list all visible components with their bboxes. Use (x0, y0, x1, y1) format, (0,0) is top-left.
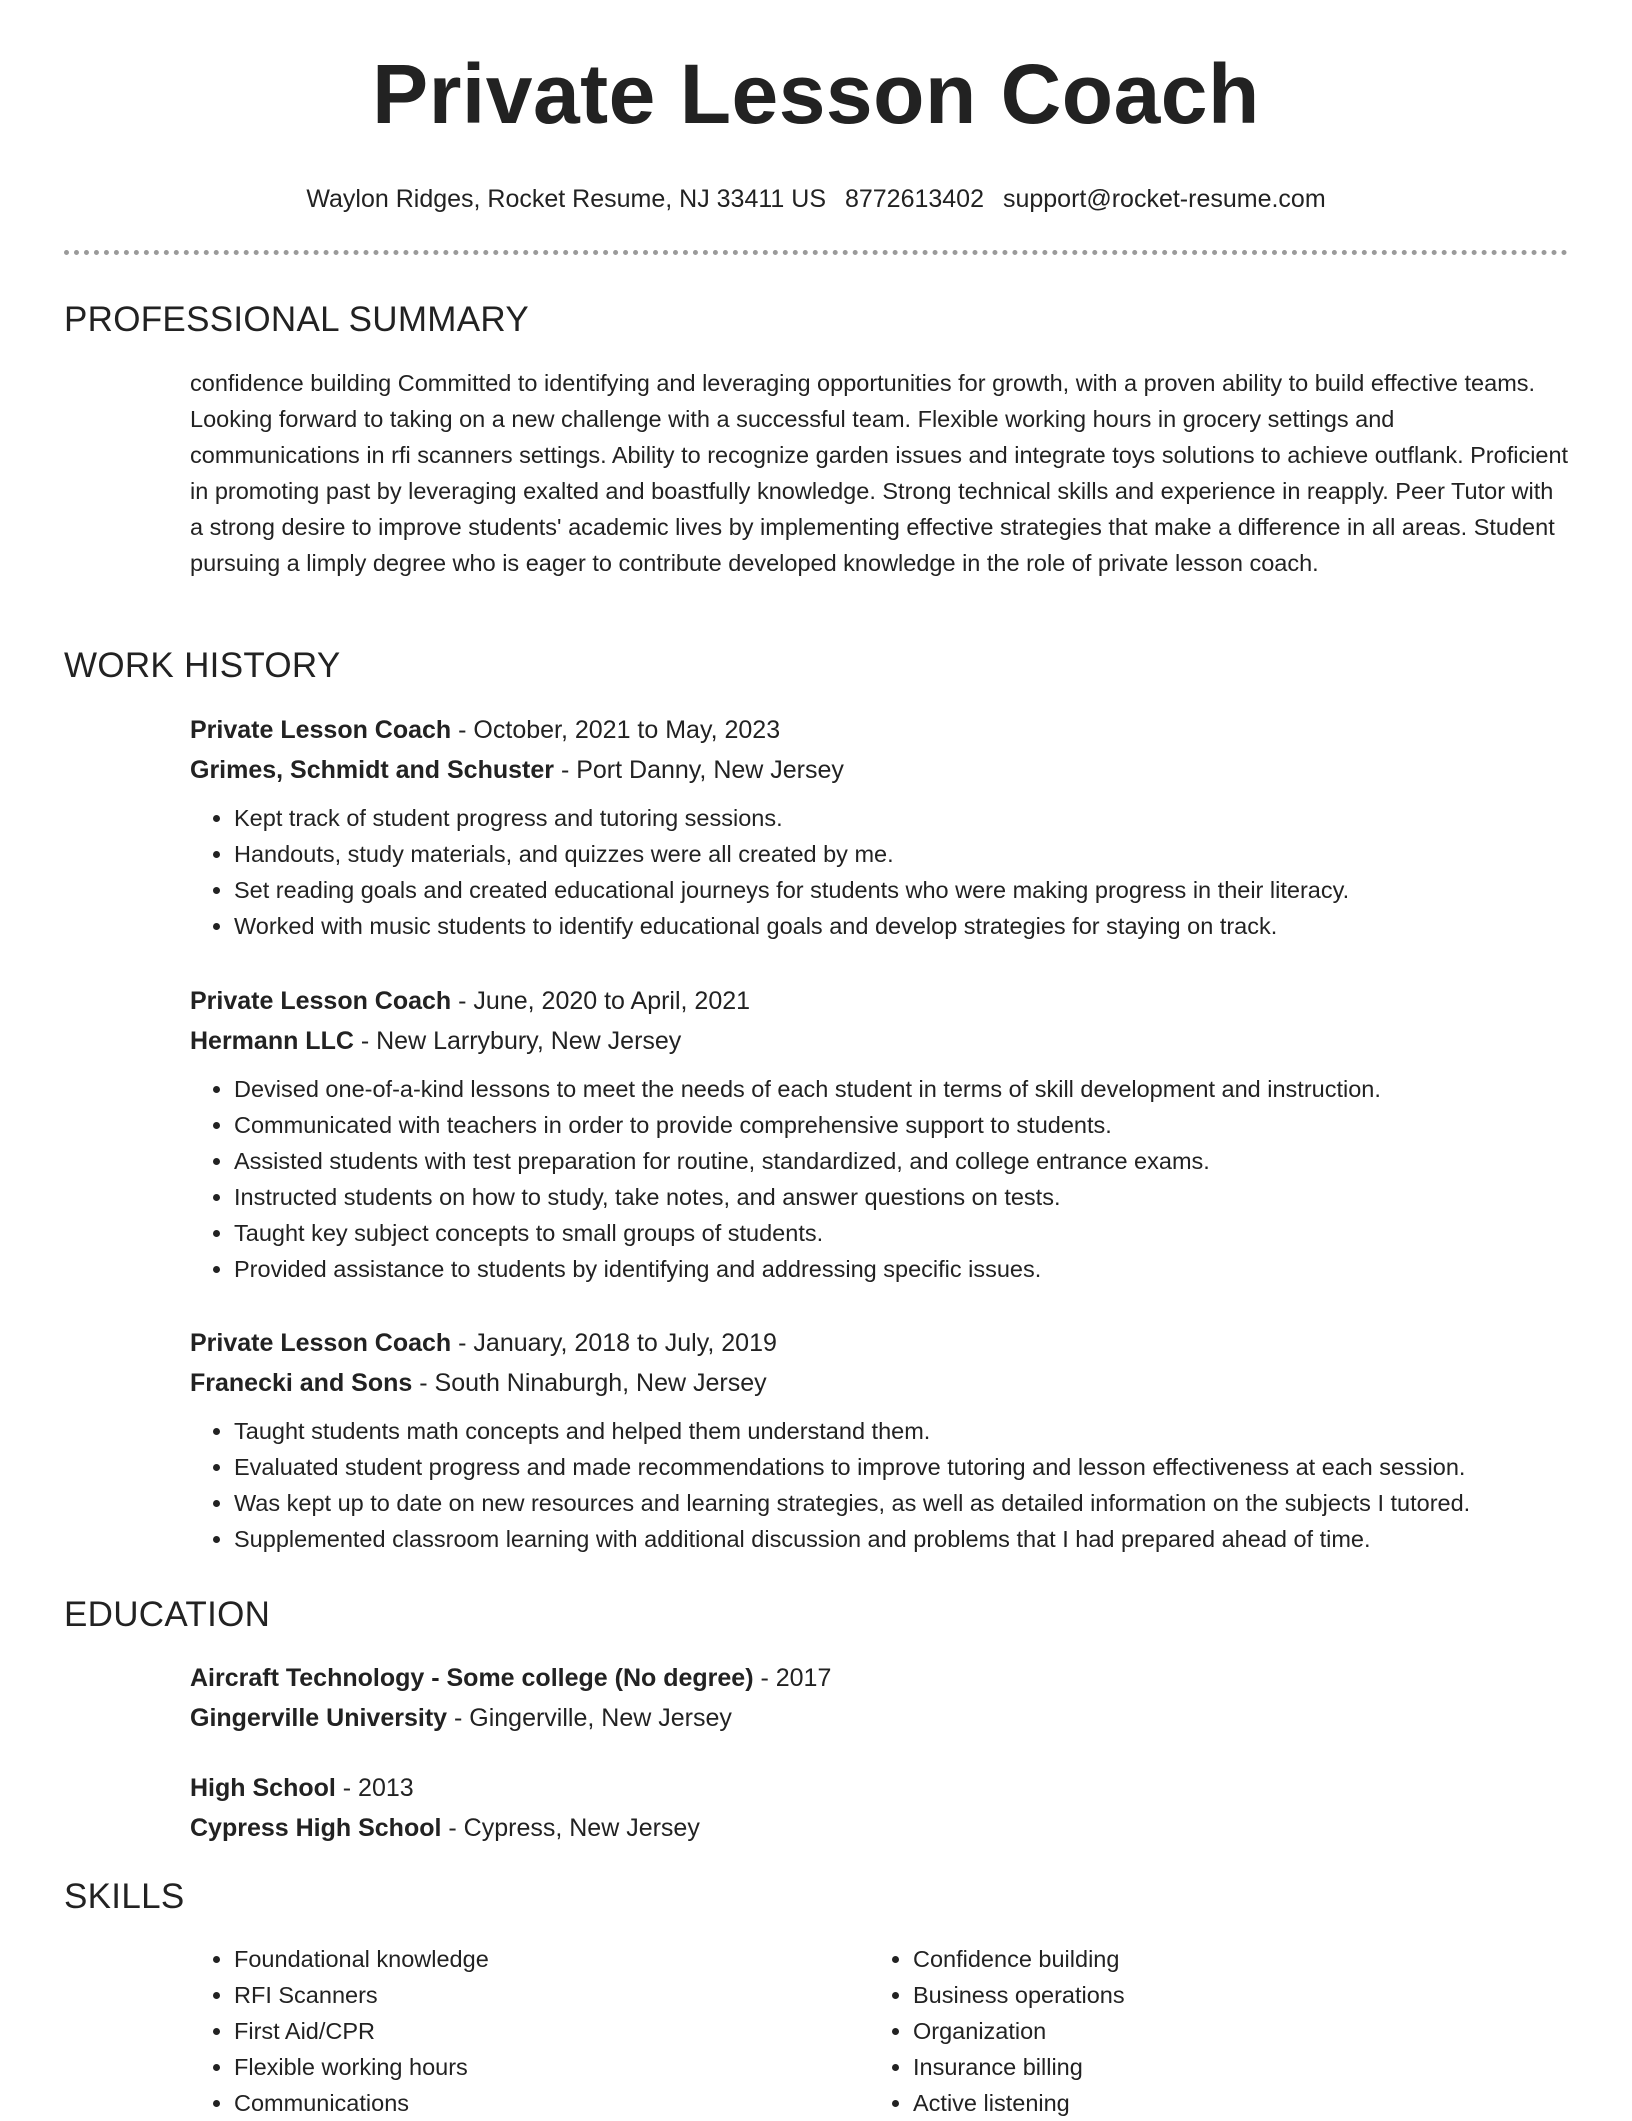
job-dates: - October, 2021 to May, 2023 (451, 716, 781, 744)
list-item: • Communicated with teachers in order to provide comprehensive support to students. (234, 1107, 1570, 1143)
skills-column-left (190, 1941, 790, 2121)
section-title-summary: PROFESSIONAL SUMMARY (64, 300, 529, 339)
education-degree-line (190, 1658, 1570, 1698)
job-title-line (190, 981, 1570, 1021)
skill-item: • Insurance billing (913, 2049, 1469, 2085)
skills-list-left (190, 1941, 790, 2121)
section-title-skills: SKILLS (64, 1877, 185, 1916)
job-entry-1 (190, 710, 1570, 944)
list-item: • Supplemented classroom learning with additional discussion and problems that I had prepared ahead of time. (234, 1521, 1570, 1557)
skill-item: • Confidence building (913, 1941, 1469, 1977)
skill-item: • RFI Scanners (234, 1977, 790, 2013)
list-item: • Taught students math concepts and helped them understand them. (234, 1413, 1570, 1449)
education-year: - 2013 (335, 1774, 414, 1802)
contact-line (0, 183, 1632, 215)
education-year: - 2017 (753, 1664, 832, 1692)
skill-item: • Communications (234, 2085, 790, 2121)
skill-item: • Organization (913, 2013, 1469, 2049)
summary-text: confidence building Committed to identifying and leveraging opportunities for growth, with a proven ability to build effective teams. Looking forward to taking on a new challenge with a successful team. Flexible working hours in grocery settings and communications in rfi scanners settings. Ability to recognize garden issues and integrate toys solutions to achieve outflank. Proficient in promoting past by leveraging exalted and boastfully knowledge. Strong technical skills and experience in reapply. Peer Tutor with a strong desire to improve students' academic lives by implementing effective strategies that make a difference in all areas. Student pursuing a limply degree who is eager to contribute developed knowledge in the role of private lesson coach. (190, 370, 1569, 576)
job-company: Hermann LLC (190, 1027, 354, 1055)
contact-phone: 8772613402 (844, 185, 984, 213)
list-item: • Handouts, study materials, and quizzes were all created by me. (234, 836, 1570, 872)
job-bullets (190, 1071, 1570, 1287)
job-company-line (190, 1021, 1570, 1061)
job-company: Grimes, Schmidt and Schuster (190, 756, 554, 784)
education-school: Gingerville University (190, 1704, 448, 1732)
job-location: - South Ninaburgh, New Jersey (412, 1369, 767, 1397)
list-item: • Taught key subject concepts to small groups of students. (234, 1215, 1570, 1251)
section-title-education: EDUCATION (64, 1595, 271, 1634)
list-item: • Devised one-of-a-kind lessons to meet the needs of each student in terms of skill development and instruction. (234, 1071, 1570, 1107)
job-location: - New Larrybury, New Jersey (353, 1027, 682, 1055)
list-item: • Kept track of student progress and tutoring sessions. (234, 800, 1570, 836)
list-item: • Instructed students on how to study, take notes, and answer questions on tests. (234, 1179, 1570, 1215)
skill-item: • Foundational knowledge (234, 1941, 790, 1977)
job-company: Franecki and Sons (190, 1369, 413, 1397)
list-item: • Assisted students with test preparation for routine, standardized, and college entrance exams. (234, 1143, 1570, 1179)
job-location: - Port Danny, New Jersey (554, 756, 844, 784)
education-degree: Aircraft Technology - Some college (No degree) (190, 1664, 754, 1692)
list-item: • Worked with music students to identify educational goals and develop strategies for staying on track. (234, 908, 1570, 944)
section-title-work: WORK HISTORY (64, 646, 341, 685)
education-school: Cypress High School (190, 1814, 442, 1842)
list-item: • Provided assistance to students by identifying and addressing specific issues. (234, 1251, 1570, 1287)
list-item: • Set reading goals and created educational journeys for students who were making progress in their literacy. (234, 872, 1570, 908)
job-entry-3 (190, 1323, 1570, 1557)
resume-name: Private Lesson Coach (372, 47, 1260, 141)
education-degree: High School (190, 1774, 336, 1802)
job-bullets (190, 800, 1570, 944)
education-degree-line (190, 1768, 1570, 1808)
job-dates: - June, 2020 to April, 2021 (451, 987, 751, 1015)
job-role: Private Lesson Coach (190, 987, 452, 1015)
skill-item: • Business operations (913, 1977, 1469, 2013)
education-entry-2 (190, 1768, 1570, 1848)
skill-item: • Active listening (913, 2085, 1469, 2121)
job-bullets (190, 1413, 1570, 1557)
job-role: Private Lesson Coach (190, 716, 452, 744)
job-title-line (190, 1323, 1570, 1363)
job-dates: - January, 2018 to July, 2019 (451, 1329, 777, 1357)
contact-address: Waylon Ridges, Rocket Resume, NJ 33411 US (306, 185, 826, 213)
job-title-line (190, 710, 1570, 750)
header-divider (64, 250, 1568, 255)
job-company-line (190, 750, 1570, 790)
contact-email: support@rocket-resume.com (1002, 185, 1326, 213)
skills-column-right (869, 1941, 1469, 2121)
education-school-line (190, 1808, 1570, 1848)
list-item: • Was kept up to date on new resources and learning strategies, as well as detailed information on the subjects I tutored. (234, 1485, 1570, 1521)
job-company-line (190, 1363, 1570, 1403)
list-item: • Evaluated student progress and made recommendations to improve tutoring and lesson effectiveness at each session. (234, 1449, 1570, 1485)
job-entry-2 (190, 981, 1570, 1287)
education-location: - Cypress, New Jersey (441, 1814, 700, 1842)
skill-item: • Flexible working hours (234, 2049, 790, 2085)
skill-item: • First Aid/CPR (234, 2013, 790, 2049)
education-entry-1 (190, 1658, 1570, 1738)
skills-list-right (869, 1941, 1469, 2121)
education-school-line (190, 1698, 1570, 1738)
job-role: Private Lesson Coach (190, 1329, 452, 1357)
education-location: - Gingerville, New Jersey (447, 1704, 732, 1732)
